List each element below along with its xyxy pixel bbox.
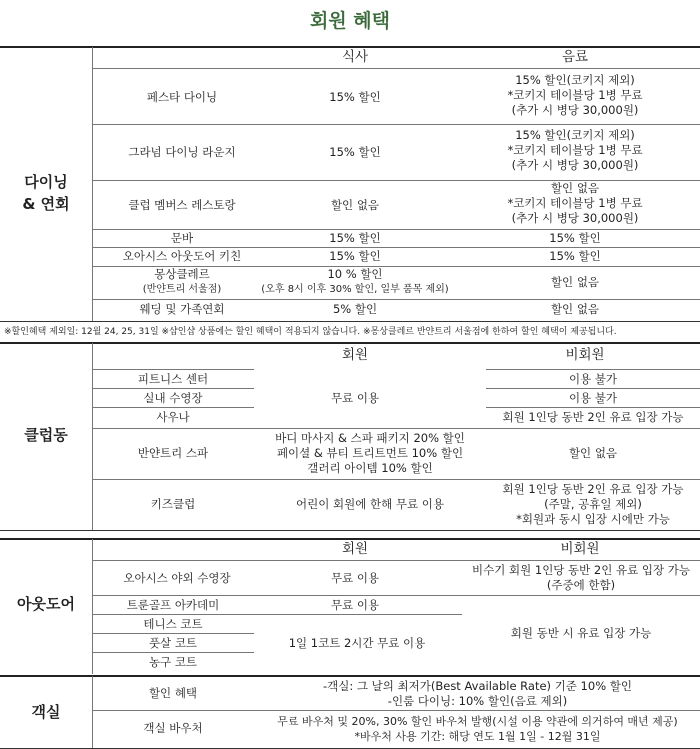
drink-line: (추가 시 병당 30,000원) bbox=[511, 103, 639, 117]
category-line: 다이닝 bbox=[24, 173, 68, 191]
venue-name-sub: (반얀트리 서울점) bbox=[142, 284, 222, 295]
drink-discount: 할인 없음 bbox=[550, 302, 600, 316]
facility-name: 풋살 코트 bbox=[148, 636, 198, 650]
row-divider bbox=[92, 479, 700, 480]
row-divider bbox=[92, 124, 700, 125]
spa-line: 바디 마사지 & 스파 패키지 20% 할인 bbox=[275, 431, 465, 445]
member-access: 무료 이용 bbox=[330, 571, 380, 585]
facility-name: 피트니스 센터 bbox=[137, 372, 209, 386]
room-line: -객실: 그 날의 최저가(Best Available Rate) 기준 10% 할인 bbox=[323, 679, 632, 693]
room-benefit-name: 객실 바우처 bbox=[143, 721, 203, 735]
drink-line: (추가 시 병당 30,000원) bbox=[511, 211, 639, 225]
venue-name: 클럽 멤버스 레스토랑 bbox=[128, 198, 236, 212]
spa-member-benefit bbox=[255, 431, 485, 476]
venue-name: 그라넘 다이닝 라운지 bbox=[128, 145, 236, 159]
row-divider bbox=[92, 633, 254, 634]
row-divider bbox=[92, 407, 254, 408]
header-food: 식사 bbox=[341, 49, 369, 65]
drink-line: (추가 시 병당 30,000원) bbox=[511, 158, 639, 172]
section-divider bbox=[0, 46, 700, 48]
food-discount: 15% 할인 bbox=[329, 145, 381, 159]
drink-discount: 할인 없음 bbox=[550, 275, 600, 289]
venue-name: 웨딩 및 가족연회 bbox=[139, 302, 225, 316]
food-discount: 5% 할인 bbox=[332, 302, 378, 316]
section-divider bbox=[0, 538, 700, 540]
row-divider bbox=[92, 614, 462, 615]
spa-line: 페이셜 & 뷰티 트리트먼트 10% 할인 bbox=[276, 446, 464, 460]
facility-name: 농구 코트 bbox=[148, 655, 198, 669]
kids-nonmember-benefit bbox=[486, 482, 700, 527]
row-divider bbox=[92, 595, 700, 596]
room-benefit-name: 할인 혜택 bbox=[148, 686, 198, 700]
facility-name: 키즈클럽 bbox=[150, 497, 196, 511]
food-sub: (오후 8시 이후 30% 할인, 일부 품목 제외) bbox=[261, 284, 449, 295]
nonmember-access bbox=[462, 563, 700, 593]
dining-footnote: ※할인혜택 제외일: 12월 24, 25, 31일 ※샵인샵 상품에는 할인 혜택이 적용되지 않습니다. ※몽상클레르 반얀트리 서울점에 한하여 할인 혜택이 제공됩니다. bbox=[4, 327, 617, 337]
category-club: 클럽동 bbox=[24, 426, 68, 444]
header-nonmember: 비회원 bbox=[560, 541, 600, 557]
member-access: 1일 1코트 2시간 무료 이용 bbox=[288, 636, 426, 650]
drink-line: 15% 할인(코키지 제외) bbox=[515, 128, 635, 142]
room-benefit-value bbox=[255, 679, 700, 709]
kids-line: (주말, 공휴일 제외) bbox=[544, 497, 642, 511]
kids-line: 회원 1인당 동반 2인 유료 입장 가능 bbox=[502, 482, 684, 496]
drink-line: 15% 할인(코키지 제외) bbox=[515, 73, 635, 87]
food-discount: 15% 할인 bbox=[329, 231, 381, 245]
kids-line: *회원과 동시 입장 시에만 가능 bbox=[516, 512, 670, 526]
header-member: 회원 bbox=[341, 347, 369, 363]
drink-line: 할인 없음 bbox=[550, 181, 600, 195]
row-divider bbox=[486, 407, 700, 408]
category-outdoor: 아웃도어 bbox=[17, 595, 75, 613]
drink-discount: 15% 할인 bbox=[549, 249, 601, 263]
food-discount bbox=[245, 267, 465, 297]
row-divider bbox=[92, 652, 254, 653]
venue-name: 페스타 다이닝 bbox=[146, 90, 218, 104]
header-nonmember: 비회원 bbox=[565, 347, 605, 363]
row-divider bbox=[92, 369, 254, 370]
drink-line: *코키지 테이블당 1병 무료 bbox=[507, 88, 643, 102]
section-divider bbox=[0, 342, 700, 344]
drink-discount: 15% 할인 bbox=[549, 231, 601, 245]
header-member: 회원 bbox=[341, 541, 369, 557]
facility-name: 테니스 코트 bbox=[143, 617, 203, 631]
row-divider bbox=[92, 68, 700, 69]
venue-name-main: 몽상클레르 bbox=[154, 267, 210, 281]
row-divider bbox=[92, 299, 700, 300]
pool-line: 비수기 회원 1인당 동반 2인 유료 입장 가능 bbox=[472, 563, 690, 577]
facility-name: 반얀트리 스파 bbox=[137, 446, 209, 460]
row-divider bbox=[92, 560, 700, 561]
nonmember-access: 회원 동반 시 유료 입장 가능 bbox=[510, 626, 652, 640]
drink-line: *코키지 테이블당 1병 무료 bbox=[507, 143, 643, 157]
drink-discount bbox=[480, 73, 670, 118]
nonmember-access: 이용 불가 bbox=[568, 372, 618, 386]
section-bottom bbox=[0, 675, 700, 677]
venue-name: 문바 bbox=[170, 231, 194, 245]
room-line: 무료 바우처 및 20%, 30% 할인 바우처 발행(시설 이용 약관에 의거하여 매년 제공) bbox=[277, 715, 678, 728]
row-divider bbox=[92, 710, 700, 711]
category-dining bbox=[0, 171, 92, 215]
facility-name: 사우나 bbox=[156, 410, 190, 424]
facility-name: 오아시스 야외 수영장 bbox=[123, 571, 231, 585]
pool-line: (주중에 한함) bbox=[546, 578, 616, 592]
row-divider bbox=[92, 428, 700, 429]
page-title: 회원 혜택 bbox=[309, 10, 391, 32]
drink-discount bbox=[480, 181, 670, 226]
row-divider bbox=[486, 369, 700, 370]
category-room: 객실 bbox=[31, 703, 61, 721]
food-discount: 할인 없음 bbox=[330, 198, 380, 212]
room-line: -인룸 다이닝: 10% 할인(음료 제외) bbox=[387, 694, 568, 708]
facility-name: 실내 수영장 bbox=[143, 391, 203, 405]
row-divider bbox=[92, 388, 254, 389]
category-line: & 연회 bbox=[22, 195, 70, 213]
header-drink: 음료 bbox=[561, 49, 589, 65]
facility-name: 트룬골프 아카데미 bbox=[126, 598, 220, 612]
spa-line: 갤러리 아이템 10% 할인 bbox=[307, 461, 433, 475]
room-benefit-value bbox=[255, 714, 700, 744]
section-bottom bbox=[0, 321, 700, 322]
section-bottom bbox=[0, 530, 700, 531]
member-access: 무료 이용 bbox=[330, 598, 380, 612]
nonmember-access: 이용 불가 bbox=[568, 391, 618, 405]
venue-name: 오아시스 아웃도어 키친 bbox=[122, 249, 242, 263]
food-discount: 15% 할인 bbox=[329, 249, 381, 263]
row-divider bbox=[92, 247, 700, 248]
food-discount: 15% 할인 bbox=[329, 90, 381, 104]
row-divider bbox=[92, 229, 700, 230]
spa-nonmember-benefit: 할인 없음 bbox=[568, 446, 618, 460]
nonmember-access: 회원 1인당 동반 2인 유료 입장 가능 bbox=[502, 410, 684, 424]
member-access: 무료 이용 bbox=[330, 391, 380, 405]
kids-member-benefit: 어린이 회원에 한해 무료 이용 bbox=[296, 497, 444, 511]
row-divider bbox=[486, 388, 700, 389]
drink-discount bbox=[480, 128, 670, 173]
food-main: 10 % 할인 bbox=[327, 267, 383, 281]
drink-line: *코키지 테이블당 1병 무료 bbox=[507, 196, 643, 210]
room-line: *바우처 사용 기간: 해당 연도 1월 1일 - 12월 31일 bbox=[354, 730, 601, 743]
